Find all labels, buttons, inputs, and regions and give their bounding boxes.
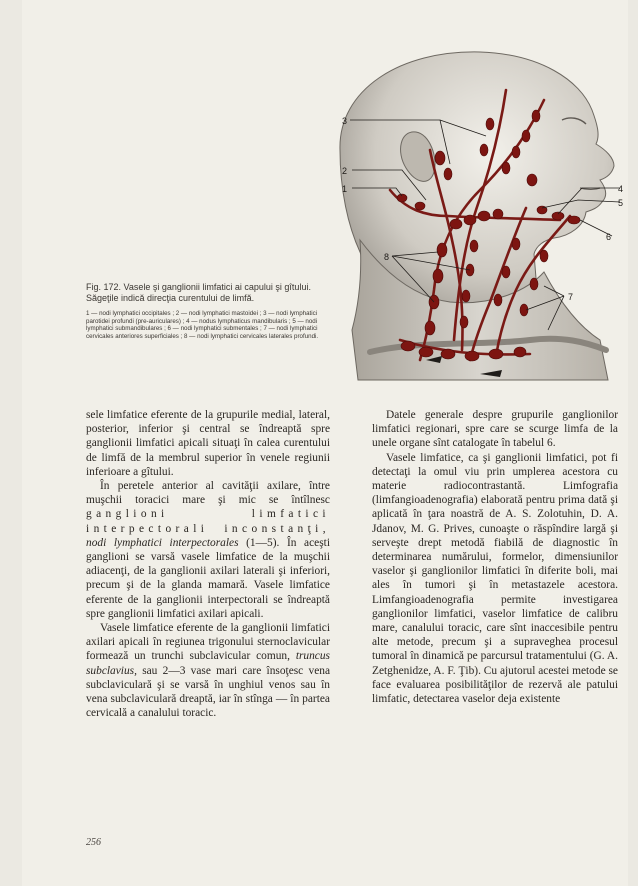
label-6: 6 — [606, 232, 612, 242]
p2-text-b: (1—5). În aceşti ganglioni se varsă vasele limfatice de la muşchii adiacenţi, de la ganglionii axilari laterali şi inferiori, precum şi de la glanda mamară. Vasele limfatice eferente de la ganglionii interpectorali se îndreaptă spre ganglionii limfatici axilari apicali. — [86, 536, 330, 620]
label-5: 5 — [618, 198, 624, 208]
figure-caption — [86, 282, 326, 340]
p2-text-a: În peretele anterior al cavităţii axilare, între muşchii toracici mare şi mic se întîlnesc — [86, 480, 330, 507]
p2-spaced-term: ganglioni limfatici interpectorali inconstanţi, — [86, 508, 330, 535]
label-4: 4 — [618, 184, 624, 194]
right-text-column — [372, 408, 618, 706]
left-paragraph-1: sele limfatice eferente de la grupurile medial, lateral, posterior, inferior şi central se îndreaptă spre ganglionii limfatici apicali situaţi în calea curentului de limfă de la membrul superior în venele regiunii inferioare a gîtului. — [86, 409, 330, 478]
left-paragraph-3 — [86, 621, 330, 720]
head-neck-lymph-illustration — [330, 40, 628, 400]
left-paragraph-2 — [86, 479, 330, 621]
label-7: 7 — [568, 292, 574, 302]
label-3: 3 — [342, 116, 348, 126]
p3-latin-term: truncus subclavius, — [86, 650, 330, 677]
p3-text-a: Vasele limfatice eferente de la ganglionii limfatici axilari apicali în regiunea trigonului sternoclavicular formează un trunchi subclavicular comun, — [86, 622, 330, 663]
left-text-column — [86, 408, 330, 720]
page-number: 256 — [86, 837, 101, 848]
right-paragraph-1: Datele generale despre grupurile ganglionilor limfatici regionari, spre care se scurge limfa de la unele organe sînt catalogate în tabelul 6. — [372, 409, 618, 450]
label-1: 1 — [342, 184, 348, 194]
p3-text-b: sau 2—3 vase mari care însoţesc vena subclaviculară şi se varsă în unghiul venos sau în vena subclaviculară dreaptă, iar în stînga — în partea cervicală a canalului toracic. — [86, 664, 330, 720]
label-2: 2 — [342, 166, 348, 176]
caption-title: Fig. 172. Vasele şi ganglionii limfatici ai capului şi gîtului. Săgeţile indică direcţia curentului de limfă. — [86, 282, 311, 303]
p2-latin-term: nodi lymphatici interpectorales — [86, 536, 239, 549]
caption-legend: 1 — nodi lymphatici occipitales ; 2 — nodi lymphatici mastoidei ; 3 — nodi lymphatici parotidei profundi (pre-auriculares) ; 4 — nodus lymphaticus mandibularis ; 5 — nodi lymphatici submandibulares ; 6 — nodi lymphatici submentales ; 7 — nodi lymphatici cervicales anteriores superficiales ; 8 — nodi lymphatici cervicales laterales profundi. — [86, 310, 319, 340]
label-8: 8 — [384, 252, 390, 262]
right-paragraph-2: Vasele limfatice, ca şi ganglionii limfatici, pot fi detectaţi la omul viu prin umplerea acestora cu materie radiocontrastantă. Limfografia (limfangioadenografia) elaborată pentru prima dată şi aplicată în ţara noastră de A. S. Zolotuhin, D. A. Jdanov, M. G. Prives, cunoaşte o răspîndire largă şi serveşte drept metodă fiabilă de diagnostic în determinarea numărului, formelor, dimensiunilor vaselor şi ganglionilor limfatici în diferite boli, mai ales în tumori şi în metastazele acestora. Limfangioadenografia permite investigarea ganglionilor limfatici, vaselor limfatice de calibru mare, canalului toracic, care sînt inaccesibile pentru alte metode, precum şi a supraveghea procesul tumoral în dinamică pe parcursul tratamentului (G. A. Zetghenidze, A. F. Ţib). Cu ajutorul acestei metode se face evaluarea posibilităţilor de rezervă ale patului limfatic, detectarea vaselor deja existente — [372, 451, 618, 706]
